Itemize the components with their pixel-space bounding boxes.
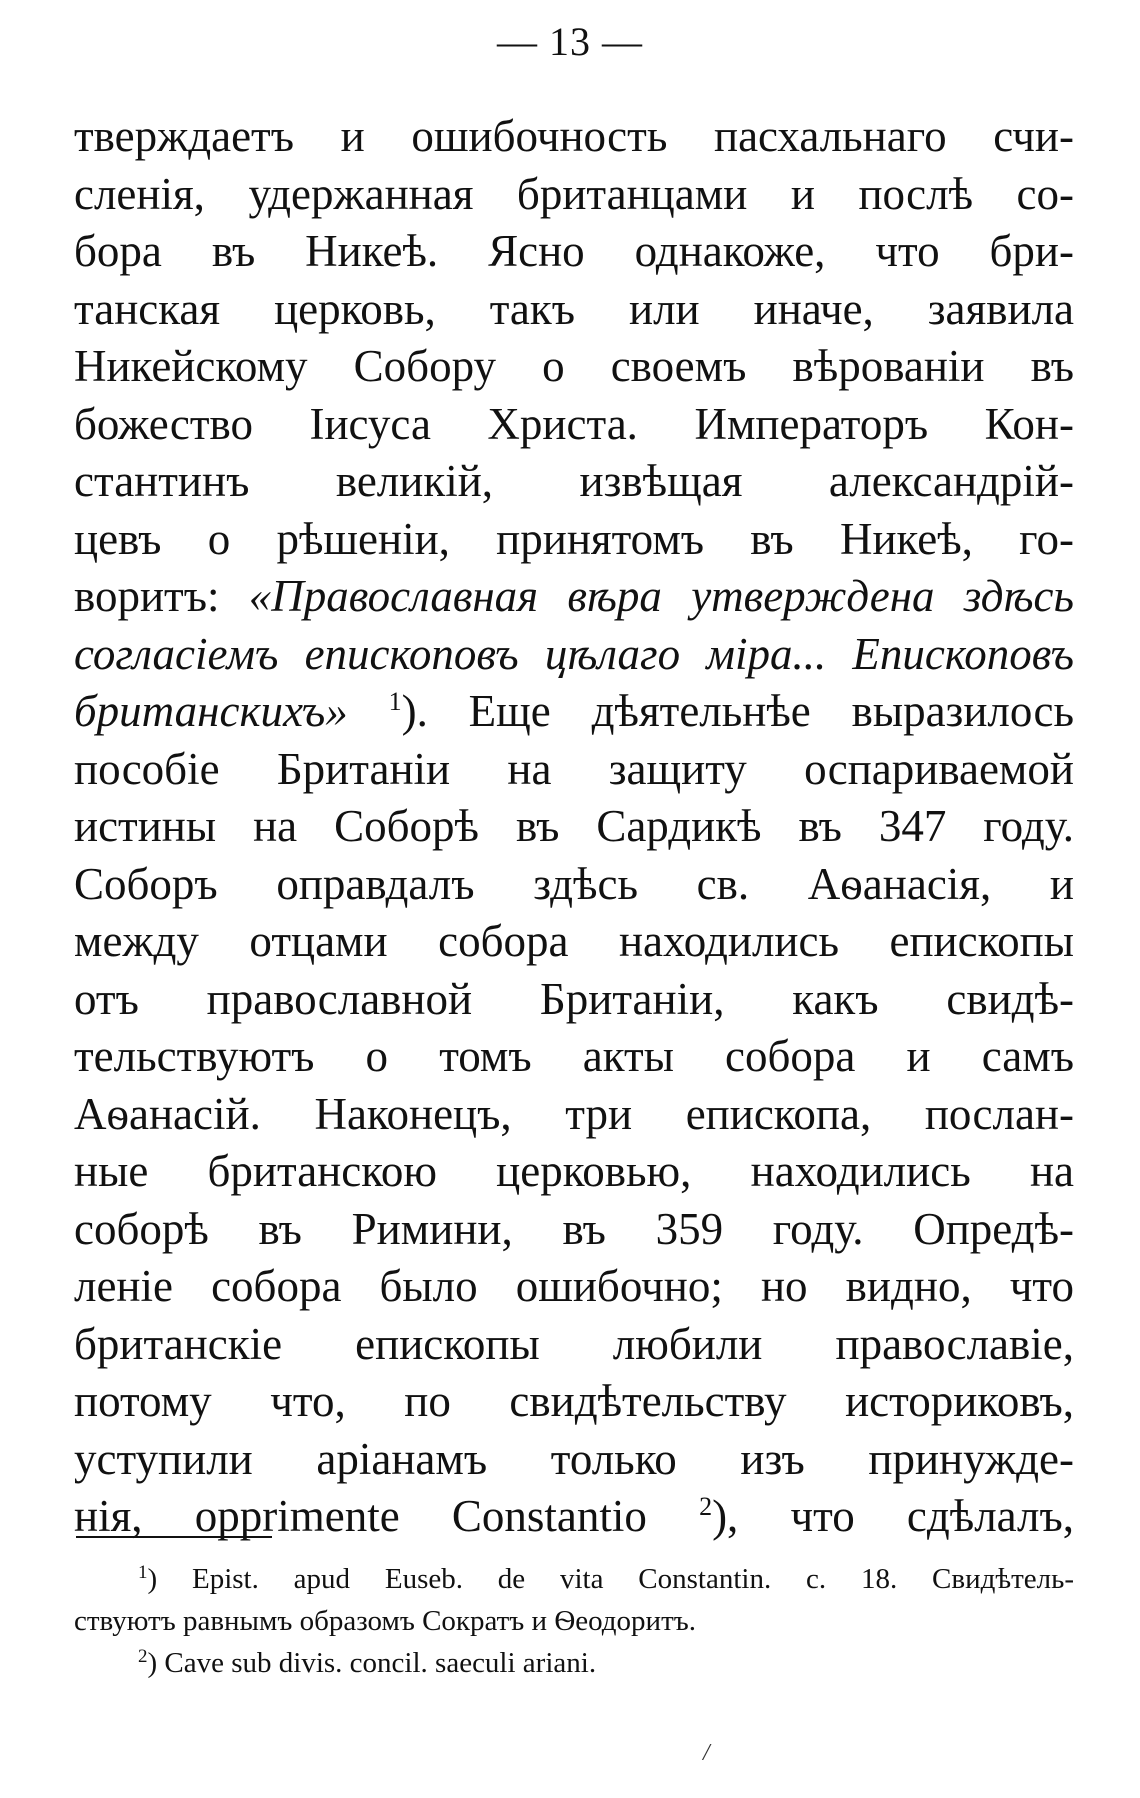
body-text bbox=[74, 108, 1074, 1546]
text-line: тверждаетъ и ошибочность пасхальнаго счи- bbox=[74, 111, 1074, 161]
quote-italic: «Православная вѣра утверждена здѣсь bbox=[248, 571, 1074, 621]
footnote-2 bbox=[74, 1642, 1074, 1684]
quote-italic: британскихъ» bbox=[74, 686, 348, 736]
footnote-divider bbox=[76, 1536, 272, 1538]
text-line: между отцами собора находились епископы bbox=[74, 916, 1074, 966]
footnote-text: ) Cave sub divis. concil. saeculi ariani. bbox=[147, 1647, 597, 1679]
text-line: сленія, удержанная британцами и послѣ со- bbox=[74, 168, 1074, 219]
stray-print-mark: / bbox=[703, 1740, 710, 1766]
text-line: цевъ о рѣшеніи, принятомъ въ Никеѣ, го- bbox=[74, 513, 1074, 564]
text-line: стантинъ великій, извѣщая александрій- bbox=[74, 456, 1074, 506]
text-segment: воритъ: bbox=[74, 571, 249, 621]
text-line: бора въ Никеѣ. Ясно однакоже, что бри- bbox=[74, 226, 1074, 276]
text-line: Соборъ оправдалъ здѣсь св. Аѳанасія, и bbox=[74, 858, 1074, 909]
footnote-reference[interactable]: 2 bbox=[699, 1492, 713, 1521]
footnote-mark: 1 bbox=[138, 1562, 148, 1583]
text-segment: ), что сдѣлалъ, bbox=[712, 1491, 1074, 1541]
text-line: отъ православной Британіи, какъ свидѣ- bbox=[74, 973, 1074, 1024]
footnote-1 bbox=[74, 1558, 1074, 1600]
text-line: Никейскому Собору о своемъ вѣрованіи въ bbox=[74, 341, 1074, 391]
page-number: — 13 — bbox=[497, 19, 643, 64]
text-line: британскіе епископы любили православіе, bbox=[74, 1318, 1074, 1369]
footnote-reference[interactable]: 1 bbox=[388, 687, 402, 716]
footnote-1-continued: ствуютъ равнымъ образомъ Сократъ и Ѳеодоритъ. bbox=[74, 1605, 696, 1637]
text-line: ные британскою церковью, находились на bbox=[74, 1146, 1074, 1196]
quote-italic: согласіемъ епископовъ цѣлаго міра... Епископовъ bbox=[74, 628, 1074, 679]
text-line: Аѳанасій. Наконецъ, три епископа, послан- bbox=[74, 1088, 1074, 1139]
text-line: танская церковь, такъ или иначе, заявила bbox=[74, 283, 1074, 334]
text-line: истины на Соборѣ въ Сардикѣ въ 347 году. bbox=[74, 801, 1074, 851]
text-line-quote-end bbox=[74, 683, 1074, 741]
text-line: божество Іисуса Христа. Императоръ Кон- bbox=[74, 398, 1074, 449]
text-line: пособіе Британіи на защиту оспариваемой bbox=[74, 743, 1074, 794]
text-line: соборѣ въ Римини, въ 359 году. Опредѣ- bbox=[74, 1203, 1074, 1254]
text-line: уступили аріанамъ только изъ принужде- bbox=[74, 1433, 1074, 1484]
footnote-mark: 2 bbox=[138, 1646, 148, 1667]
text-segment: нія, opprimente Constantio bbox=[74, 1491, 700, 1541]
text-line: потому что, по свидѣтельству историковъ, bbox=[74, 1376, 1074, 1426]
text-segment: ). Еще дѣятельнѣе выразилось bbox=[401, 686, 1074, 736]
footnote-text: ) Epist. apud Euseb. de vita Constantin. c. 18. Свидѣтель- bbox=[147, 1563, 1074, 1595]
text-line-quote bbox=[74, 626, 1074, 684]
text-line: леніе собора было ошибочно; но видно, что bbox=[74, 1261, 1074, 1311]
footnotes bbox=[74, 1558, 1074, 1684]
text-line-quote-start bbox=[74, 568, 1074, 626]
text-line: тельствуютъ о томъ акты собора и самъ bbox=[74, 1031, 1074, 1081]
